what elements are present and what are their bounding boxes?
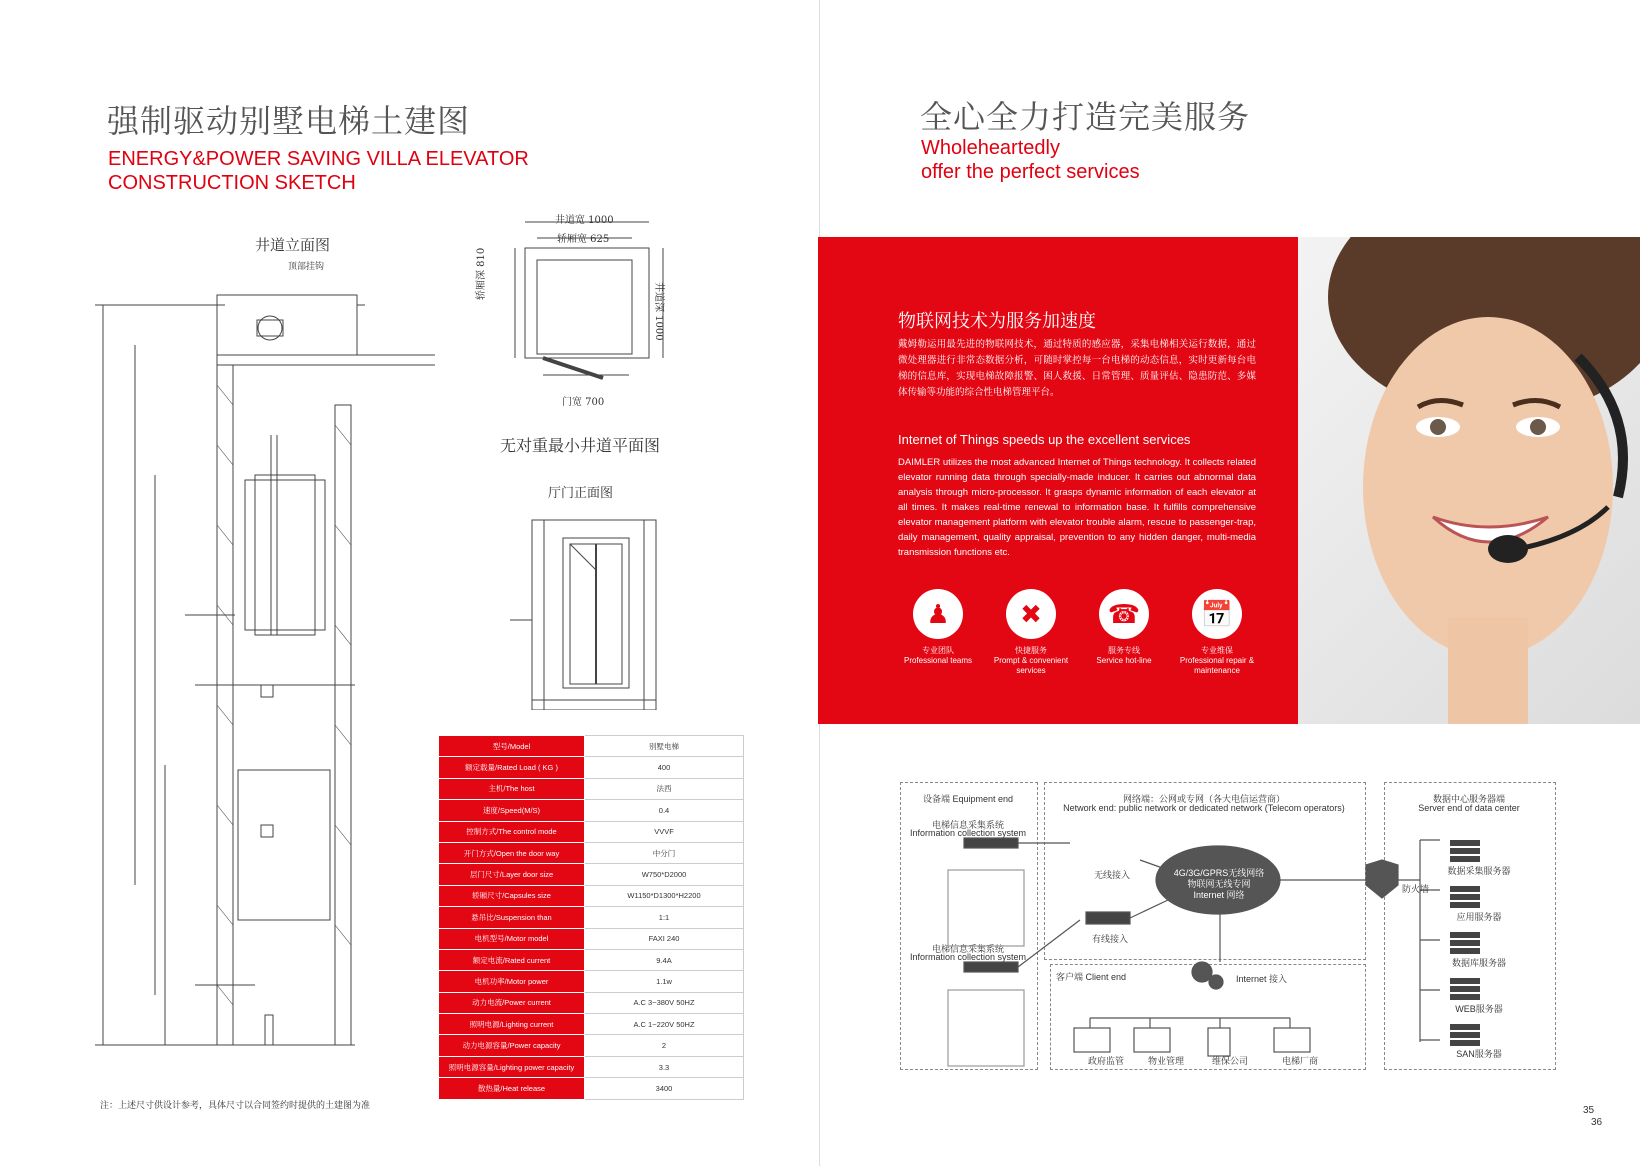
iot-panel [818, 237, 1298, 724]
panel-body-cn: 戴姆勒运用最先进的物联网技术，通过特质的感应器，采集电梯相关运行数据，通过微处理器进行非常态数据分析，可随时掌控每一台电梯的动态信息，实时更新每台电梯的信息库，实现电梯故障报警、困人救援、日常管理、质量评估、隐患防范、多媒体传输等功能的综合性电梯管理平台。 [898, 339, 1256, 398]
feature-en: Prompt & convenient services [993, 656, 1069, 675]
spec-row [439, 1078, 744, 1099]
spec-key: 控制方式/The control mode [439, 821, 585, 842]
plan-title: 无对重最小井道平面图 [500, 436, 661, 455]
feature-professional-teams [892, 589, 984, 666]
spec-value: W1150*D1300*H2200 [585, 885, 744, 906]
phone-icon: ☎ [1099, 589, 1149, 639]
spec-row [439, 1014, 744, 1035]
spec-row [439, 1056, 744, 1077]
footnote: 注：上述尺寸供设计参考，具体尺寸以合同签约时提供的土建图为准 [100, 1100, 371, 1110]
spec-row [439, 992, 744, 1013]
spec-key: 额定电流/Rated current [439, 949, 585, 970]
service-agent-photo [1298, 237, 1640, 724]
spec-key: 照明电源容量/Lighting power capacity [439, 1056, 585, 1077]
wired-access-label: 有线接入 [1092, 934, 1129, 944]
spec-row [439, 842, 744, 863]
feature-hotline [1078, 589, 1170, 666]
cloud-line-1: 4G/3G/GPRS无线网络 [1173, 868, 1265, 878]
dim-shaft-depth: 井道深 1000 [653, 282, 664, 341]
feature-cn: 专业维保 [1201, 646, 1233, 655]
spec-key: 电机功率/Motor power [439, 971, 585, 992]
calendar-icon: 📅 [1192, 589, 1242, 639]
cloud-line-2: 物联网无线专网 [1187, 879, 1251, 889]
collect-system-en-1: Information collection system [909, 828, 1027, 838]
dim-car-depth: 轿厢深 810 [476, 247, 487, 300]
feature-en: Professional teams [903, 656, 973, 665]
client-property: 物业管理 [1147, 1056, 1184, 1066]
spec-key: 主机/The host [439, 778, 585, 799]
spec-row [439, 821, 744, 842]
spec-key: 悬吊比/Suspension than [439, 907, 585, 928]
spec-value: 1.1w [585, 971, 744, 992]
spec-row [439, 949, 744, 970]
spec-key: 动力电流/Power current [439, 992, 585, 1013]
agent-illustration [1298, 237, 1640, 724]
spec-key: 额定载量/Rated Load ( KG ) [439, 757, 585, 778]
spec-key: 速度/Speed(M/S) [439, 800, 585, 821]
feature-en: Service hot-line [1096, 656, 1152, 665]
spec-value: 0.4 [585, 800, 744, 821]
dim-door-width: 门宽 700 [562, 397, 605, 408]
shaft-elevation-drawing [95, 285, 435, 1055]
left-title-cn: 强制驱动别墅电梯土建图 [107, 102, 471, 140]
spec-value: W750*D2000 [585, 864, 744, 885]
spec-row [439, 757, 744, 778]
spec-key: 轿厢尺寸/Capsules size [439, 885, 585, 906]
spec-value: 别墅电梯 [585, 736, 744, 757]
spec-key: 电机型号/Motor model [439, 928, 585, 949]
spec-row [439, 928, 744, 949]
panel-heading-cn: 物联网技术为服务加速度 [898, 311, 1096, 331]
top-hook-label: 顶部挂钩 [288, 262, 325, 272]
server-san: SAN服务器 [1456, 1049, 1502, 1059]
spec-value: 400 [585, 757, 744, 778]
spec-value: 2 [585, 1035, 744, 1056]
internet-access-label: Internet 接入 [1236, 974, 1288, 984]
spec-value: 3.3 [585, 1056, 744, 1077]
spec-row [439, 1035, 744, 1056]
spec-row [439, 778, 744, 799]
dim-shaft-width: 井道宽 1000 [555, 215, 614, 226]
network-title-en: Network end: public network or dedicated network (Telecom operators) [1063, 803, 1345, 813]
equipment-end-title: 设备端 Equipment end [922, 794, 1014, 804]
spec-key: 层门尺寸/Layer door size [439, 864, 585, 885]
spec-key: 型号/Model [439, 736, 585, 757]
right-title-en-1: Wholeheartedly [921, 137, 1060, 159]
spec-key: 照明电源/Lighting current [439, 1014, 585, 1035]
collect-system-cn-2: 电梯信息采集系统 [931, 944, 1004, 954]
feature-prompt-services [985, 589, 1077, 676]
network-title-cn: 网络端：公网或专网（各大电信运营商） [1122, 794, 1285, 804]
spec-value: 9.4A [585, 949, 744, 970]
spec-row [439, 907, 744, 928]
hall-door-drawing [510, 510, 680, 710]
cloud-label [1152, 868, 1286, 901]
server-database: 数据库服务器 [1451, 958, 1506, 968]
spec-value: 中分门 [585, 842, 744, 863]
feature-cn: 快捷服务 [1015, 646, 1047, 655]
right-title-cn: 全心全力打造完美服务 [920, 98, 1251, 136]
client-maintenance: 维保公司 [1211, 1056, 1248, 1066]
feature-cn: 服务专线 [1108, 646, 1140, 655]
collect-system-cn-1: 电梯信息采集系统 [931, 820, 1004, 830]
cloud-line-3: Internet 网络 [1193, 890, 1245, 900]
page-number-right: 36 [1591, 1117, 1603, 1128]
server-title-cn: 数据中心服务器端 [1432, 794, 1505, 804]
spec-table [438, 735, 744, 1100]
spec-key: 散热量/Heat release [439, 1078, 585, 1099]
spec-value: A.C 1~220V 50HZ [585, 1014, 744, 1035]
spec-value: 1:1 [585, 907, 744, 928]
spec-row [439, 885, 744, 906]
client-end-title: 客户端 Client end [1056, 972, 1127, 982]
hall-door-label: 厅门正面图 [548, 486, 614, 501]
server-web: WEB服务器 [1455, 1004, 1503, 1014]
spec-value: 3400 [585, 1078, 744, 1099]
left-page [0, 0, 819, 1166]
panel-heading-en: Internet of Things speeds up the excellent services [898, 432, 1191, 447]
server-application: 应用服务器 [1456, 912, 1502, 922]
spec-row [439, 971, 744, 992]
client-government: 政府监管 [1087, 1056, 1124, 1066]
spec-value: 法西 [585, 778, 744, 799]
firewall-label: 防火墙 [1402, 884, 1430, 894]
left-title-en-1: ENERGY&POWER SAVING VILLA ELEVATOR [108, 148, 529, 170]
team-icon: ♟ [913, 589, 963, 639]
feature-en: Professional repair & maintenance [1179, 656, 1255, 675]
right-title-en-2: offer the perfect services [921, 161, 1140, 183]
spec-row [439, 864, 744, 885]
spec-value: FAXI 240 [585, 928, 744, 949]
feature-cn: 专业团队 [922, 646, 954, 655]
wireless-access-label: 无线接入 [1094, 870, 1131, 880]
left-title-en-2: CONSTRUCTION SKETCH [108, 172, 356, 194]
spec-row [439, 800, 744, 821]
shaft-elevation-label: 井道立面图 [255, 236, 331, 254]
dim-car-width: 轿厢宽 625 [557, 234, 610, 245]
spec-key: 开门方式/Open the door way [439, 842, 585, 863]
tools-icon: ✖ [1006, 589, 1056, 639]
spec-value: VVVF [585, 821, 744, 842]
collect-system-en-2: Information collection system [909, 952, 1027, 962]
server-data-collection: 数据采集服务器 [1447, 866, 1511, 876]
panel-body-en: DAIMLER utilizes the most advanced Internet of Things technology. It collects related elevator running data through specially-made inducer. It carries out abnormal data analysis through micro-processor. It grasps dynamic information of each elevator at all times. It makes real-time renewal to information base. It fulfills comprehensive elevator management platform with elevator trouble alarm, rescue to passenger-trap, daily management, quality appraisal, prevention to any hidden danger, multi-media transmission functions etc. [898, 457, 1256, 558]
client-manufacturer: 电梯厂商 [1281, 1056, 1318, 1066]
page-numbers [1583, 1105, 1602, 1129]
server-title-en: Server end of data center [1418, 803, 1520, 813]
spec-value: A.C 3~380V 50HZ [585, 992, 744, 1013]
page-number-left: 35 [1583, 1105, 1595, 1116]
feature-maintenance [1171, 589, 1263, 676]
spec-row [439, 736, 744, 757]
spec-key: 动力电源容量/Power capacity [439, 1035, 585, 1056]
